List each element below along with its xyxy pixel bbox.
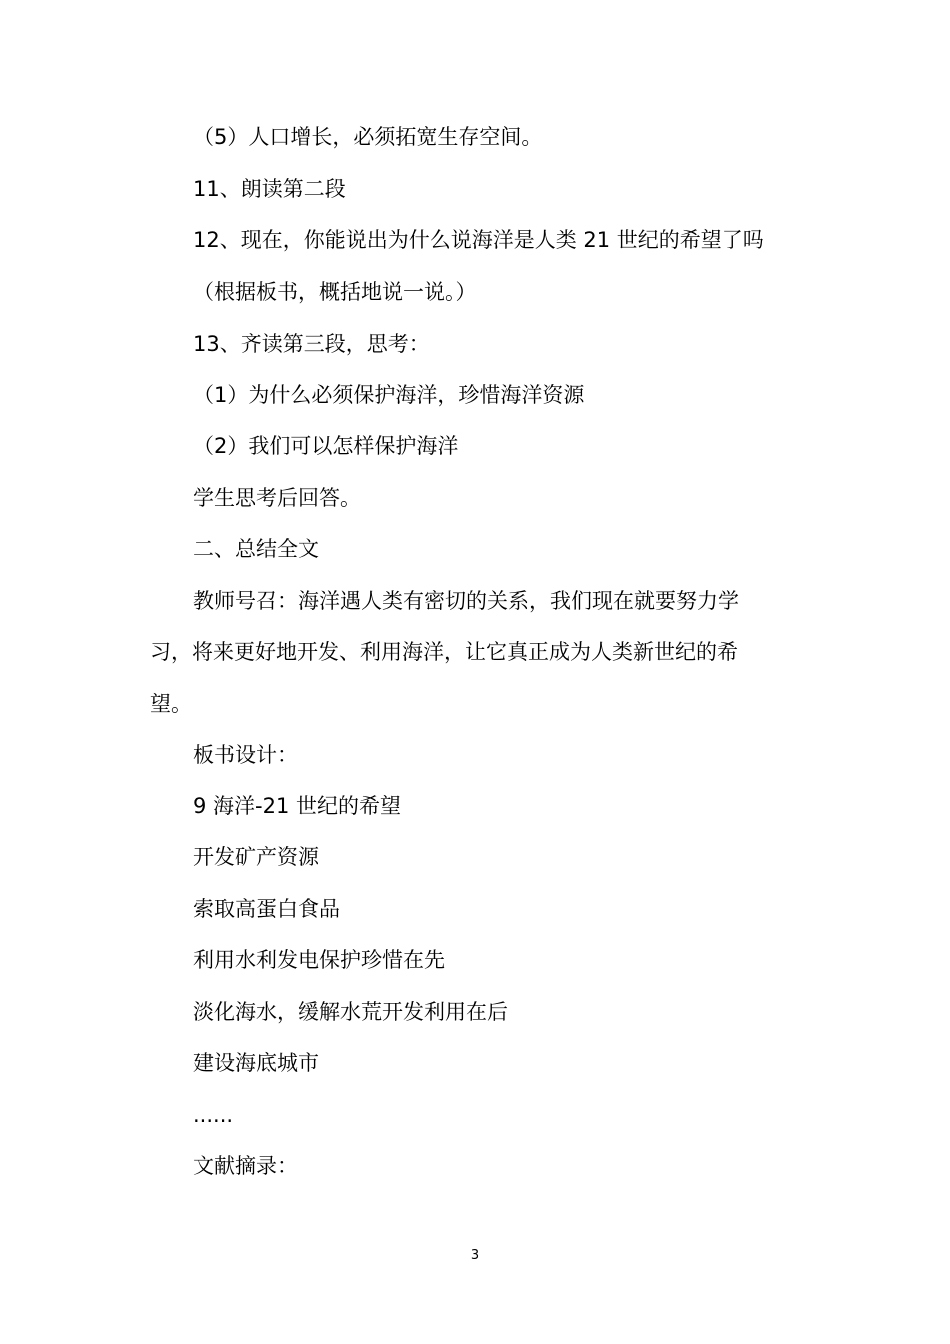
text-line-board-item-3: 利用水利发电保护珍惜在先 xyxy=(193,948,445,972)
section-heading-summary: 二、总结全文 xyxy=(193,537,319,561)
text-line-board-design: 板书设计： xyxy=(193,743,298,767)
text-line-references: 文献摘录： xyxy=(193,1154,298,1178)
text-line-question-1: （1）为什么必须保护海洋，珍惜海洋资源 xyxy=(193,383,585,407)
text-line-step-13: 13、齐读第三段，思考： xyxy=(193,332,430,356)
text-line-board-note: （根据板书，概括地说一说。） xyxy=(193,280,477,304)
text-line-board-item-5: 建设海底城市 xyxy=(193,1051,319,1075)
text-line-board-item-2: 索取高蛋白食品 xyxy=(193,897,340,921)
text-line-board-title: 9 海洋-21 世纪的希望 xyxy=(193,794,402,818)
page-number: 3 xyxy=(470,1248,480,1263)
text-line-teacher-call-2: 习，将来更好地开发、利用海洋，让它真正成为人类新世纪的希 xyxy=(150,640,738,664)
text-line-ellipsis: ...... xyxy=(193,1103,234,1127)
text-line-step-11: 11、朗读第二段 xyxy=(193,177,346,201)
text-line-teacher-call-3: 望。 xyxy=(150,692,192,716)
text-line-population-growth: （5）人口增长，必须拓宽生存空间。 xyxy=(193,125,543,149)
text-line-question-2: （2）我们可以怎样保护海洋 xyxy=(193,434,459,458)
text-line-student-answer: 学生思考后回答。 xyxy=(193,486,361,510)
text-line-teacher-call-1: 教师号召：海洋遇人类有密切的关系，我们现在就要努力学 xyxy=(193,589,739,613)
text-line-board-item-4: 淡化海水，缓解水荒开发利用在后 xyxy=(193,1000,508,1024)
text-line-step-12: 12、现在，你能说出为什么说海洋是人类 21 世纪的希望了吗 xyxy=(193,228,764,252)
text-line-board-item-1: 开发矿产资源 xyxy=(193,845,319,869)
